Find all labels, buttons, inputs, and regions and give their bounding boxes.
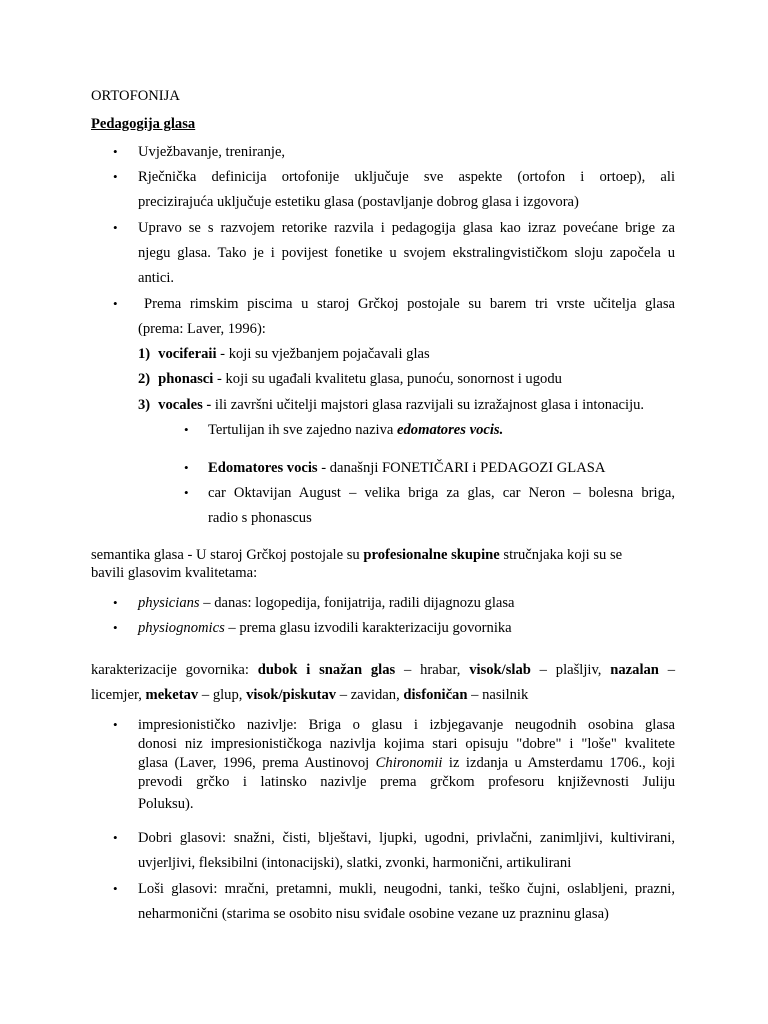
sub-item-term: Edomatores vocis: [208, 460, 318, 476]
item-text: – danas: logopedija, fonijatrija, radili dijagnozu glasa: [199, 595, 515, 611]
list-item-continuation: precizirajuća uključuje estetiku glasa (postavljanje dobrog glasa i izgovora): [138, 194, 579, 210]
item-number: 3): [138, 397, 151, 413]
bullet-icon: •: [113, 595, 118, 610]
numbered-item: [138, 345, 430, 363]
paragraph-text: – zavidan,: [336, 687, 404, 703]
paragraph-text: licemjer,: [91, 687, 146, 703]
item-italic: Chironomii: [375, 755, 443, 771]
paragraph-text: semantika glasa - U staroj Grčkoj postojale su: [91, 547, 364, 563]
paragraph-text: – nasilnik: [467, 687, 529, 703]
sub-list-item: [208, 459, 605, 477]
paragraph-text: – hrabar,: [395, 662, 470, 678]
bullet-icon: •: [184, 460, 189, 475]
list-item: Rječnička definicija ortofonije uključuje sve aspekte (ortofon i ortoep), ali: [138, 169, 675, 185]
sub-list-item-continuation: radio s phonascus: [208, 510, 312, 526]
list-item-continuation: [138, 754, 675, 772]
bullet-icon: •: [113, 881, 118, 896]
paragraph-text: stručnjaka koji su se: [499, 547, 623, 563]
sub-list-item: car Oktavijan August – velika briga za glas, car Neron – bolesna briga,: [208, 485, 675, 501]
bullet-icon: •: [113, 717, 118, 732]
bullet-icon: •: [184, 422, 189, 437]
list-item: Upravo se s razvojem retorike razvila i pedagogija glasa kao izraz povećane brige za: [138, 220, 675, 236]
bullet-icon: •: [113, 296, 118, 311]
paragraph-text: – glup,: [198, 687, 247, 703]
document-title: ORTOFONIJA: [91, 88, 180, 104]
paragraph-bold: profesionalne skupine: [363, 547, 500, 563]
item-text: glasa (Laver, 1996, prema Austinovoj: [138, 755, 376, 771]
list-item-continuation: uvjerljivi, fleksibilni (intonacijski), slatki, zvonki, harmonični, artikulirani: [138, 855, 572, 871]
paragraph-line: bavili glasovim kvalitetama:: [91, 565, 258, 581]
item-number: 1): [138, 346, 151, 362]
paragraph-bold: dubok i snažan glas: [257, 662, 396, 678]
list-item-continuation: njegu glasa. Tako je i povijest fonetike u svojem ekstralingvističkom sloju započela u: [138, 245, 675, 261]
list-item: Loši glasovi: mračni, pretamni, mukli, neugodni, tanki, teško čujni, oslabljeni, prazni,: [138, 881, 675, 897]
list-item: [138, 619, 512, 637]
item-text: – prema glasu izvodili karakterizaciju govornika: [224, 620, 512, 636]
list-item: Dobri glasovi: snažni, čisti, blještavi, ljupki, ugodni, privlačni, zanimljivi, kultivirani,: [138, 830, 675, 846]
item-term: physicians: [138, 595, 200, 611]
list-item-continuation: donosi niz impresionističkoga nazivlja kojima stari opisuju "dobre" i "loše" kvalitete: [138, 736, 675, 752]
bullet-icon: •: [113, 144, 118, 159]
item-text: - koji su vježbanjem pojačavali glas: [216, 346, 430, 362]
paragraph-karakterizacije: [91, 661, 675, 679]
item-term: physiognomics: [138, 620, 225, 636]
paragraph-bold: nazalan: [610, 662, 659, 678]
paragraph-line: [91, 686, 528, 704]
item-text: ili završni učitelji majstori glasa razvijali su izražajnost glasa i intonaciju.: [211, 397, 645, 413]
bullet-icon: •: [113, 830, 118, 845]
numbered-item: [138, 396, 644, 414]
section-heading: Pedagogija glasa: [91, 116, 196, 132]
bullet-icon: •: [184, 485, 189, 500]
list-item: Prema rimskim piscima u staroj Grčkoj postojale su barem tri vrste učitelja glasa: [144, 296, 675, 312]
paragraph-bold: visok/piskutav: [246, 687, 337, 703]
item-text: - koji su ugađali kvalitetu glasa, punoću, sonornost i ugodu: [213, 371, 562, 387]
list-item-continuation: antici.: [138, 270, 175, 286]
list-item: impresionističko nazivlje: Briga o glasu i izbjegavanje neugodnih osobina glasa: [138, 717, 675, 733]
sub-item-term: edomatores vocis.: [397, 422, 504, 438]
list-item: Uvježbavanje, treniranje,: [138, 144, 286, 160]
paragraph-bold: visok/slab: [469, 662, 531, 678]
list-item-continuation: prevodi grčko i latinsko nazivlje prema grčkom profesoru književnosti Juliju: [138, 774, 675, 790]
paragraph-bold: meketav: [145, 687, 199, 703]
paragraph-semantika: [91, 546, 622, 564]
list-item-continuation: Poluksu).: [138, 796, 194, 812]
paragraph-text: karakterizacije govornika:: [91, 662, 258, 678]
bullet-icon: •: [113, 220, 118, 235]
paragraph-bold: disfoničan: [403, 687, 468, 703]
bullet-icon: •: [113, 620, 118, 635]
item-term: vociferaii: [158, 346, 217, 362]
list-item-continuation: neharmonični (starima se osobito nisu sviđale osobine vezane uz prazninu glasa): [138, 906, 609, 922]
item-term: vocales -: [158, 397, 212, 413]
list-item-continuation: (prema: Laver, 1996):: [138, 321, 266, 337]
sub-list-item: [208, 421, 503, 439]
list-item: [138, 594, 515, 612]
sub-item-text: Tertulijan ih sve zajedno naziva: [208, 422, 398, 438]
paragraph-text: – plašljiv,: [530, 662, 611, 678]
bullet-icon: •: [113, 169, 118, 184]
item-term: phonasci: [158, 371, 214, 387]
item-number: 2): [138, 371, 151, 387]
item-text: iz izdanja u Amsterdamu 1706., koji: [442, 755, 676, 771]
numbered-item: [138, 370, 562, 388]
paragraph-text: –: [658, 662, 675, 678]
sub-item-text: - današnji FONETIČARI i PEDAGOZI GLASA: [317, 460, 606, 476]
